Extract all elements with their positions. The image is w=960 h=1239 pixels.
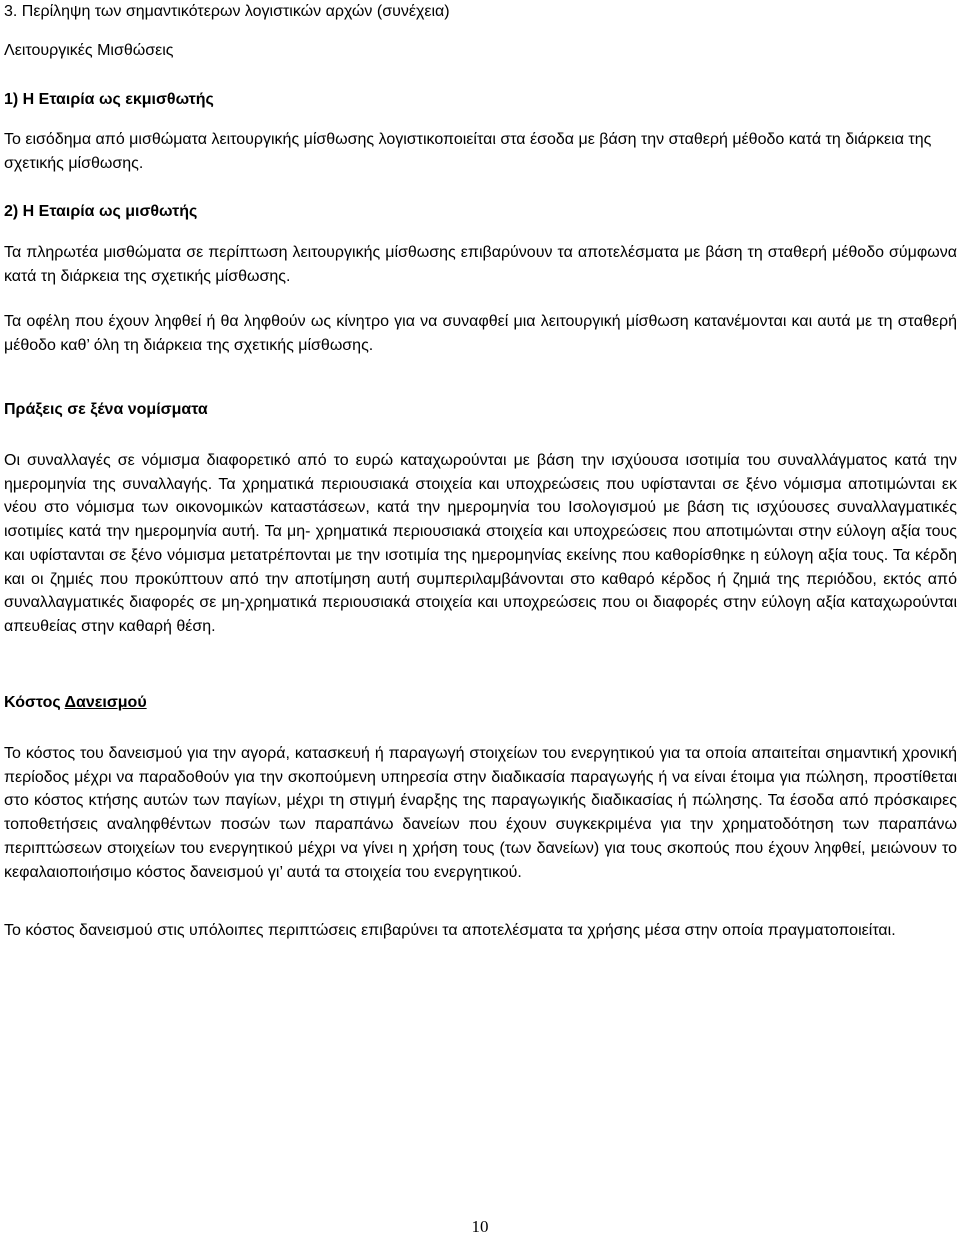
borrowing-heading-first-word: Κόστος xyxy=(4,694,65,711)
incentives-paragraph: Τα οφέλη που έχουν ληφθεί ή θα ληφθούν ως κίνητρο για να συναφθεί μια λειτουργική μίσθωση κατανέμονται και αυτά με τη σταθερή μέθοδο καθ’ όλη τη διάρκεια της σχετικής μίσθωσης. xyxy=(4,313,957,354)
page-number: 10 xyxy=(471,1217,489,1236)
lessee-paragraph: Τα πληρωτέα μισθώματα σε περίπτωση λειτουργικής μίσθωσης επιβαρύνουν τα αποτελέσματα με βάση τη σταθερή μέθοδο σύμφωνα κατά τη διάρκεια της σχετικής μίσθωσης. xyxy=(4,244,957,285)
lessor-heading: 1) Η Εταιρία ως εκμισθωτής xyxy=(4,91,214,108)
operating-leases-title: Λειτουργικές Μισθώσεις xyxy=(4,42,174,59)
lessee-heading: 2) Η Εταιρία ως μισθωτής xyxy=(4,203,198,220)
borrowing-paragraph-2: Το κόστος δανεισμού στις υπόλοιπες περιπτώσεις επιβαρύνει τα αποτελέσματα τα χρήσης μέσα στην οποία πραγματοποιείται. xyxy=(4,922,896,939)
borrowing-paragraph-1: Το κόστος του δανεισμού για την αγορά, κατασκευή ή παραγωγή στοιχείων του ενεργητικού για τα οποία απαιτείται σημαντική χρονική περίοδος μέχρι να παραδοθούν για την σκοπούμενη υπηρεσία στην διαδικασία παραγωγής ή να είναι έτοιμα για πώληση, προστίθεται στο κόστος κτήσης αυτών των παγίων, μέχρι τη στιγμή έναρξης της παραγωγικής διαδικασίας ή πώλησης. Τα έσοδα από πρόσκαιρες τοποθετήσεις αναληφθέντων ποσών των παραπάνω δανείων που έχουν συγκεκριμένα για την χρηματοδότηση των παραπάνω περιπτώσεων στοιχείων του ενεργητικού μέχρι να γίνει η χρήση τους (των δανείων) για τους σκοπούς που έχουν ληφθεί, μειώνουν το κεφαλαιοποιήσιμο κόστος δανεισμού γι’ αυτά τα στοιχεία του ενεργητικού. xyxy=(4,745,957,881)
borrowing-heading-underlined-word: Δανεισμού xyxy=(64,694,147,711)
section-title: 3. Περίληψη των σημαντικότερων λογιστικών αρχών (συνέχεια) xyxy=(4,3,450,20)
lessor-paragraph: Το εισόδημα από μισθώματα λειτουργικής μίσθωσης λογιστικοποιείται στα έσοδα με βάση την σταθερή μέθοδο κατά τη διάρκεια της σχετικής μίσθωσης. xyxy=(4,131,932,172)
fx-paragraph: Οι συναλλαγές σε νόμισμα διαφορετικό από το ευρώ καταχωρούνται με βάση την ισχύουσα ισοτιμία του συναλλάγματος κατά την ημερομηνία της συναλλαγής. Τα χρηματικά περιουσιακά στοιχεία και υποχρεώσεις που υφίστανται σε ξένο νόμισμα αποτιμώνται εκ νέου στο νόμισμα των οικονομικών καταστάσεων, κατά την ημερομηνία του Ισολογισμού με βάση τις ισχύουσες συναλλαγματικές ισοτιμίες κατά την ημερομηνία αυτή. Τα μη- χρηματικά περιουσιακά στοιχεία και υποχρεώσεις που αποτιμώνται στην εύλογη αξία τους και υφίστανται σε ξένο νόμισμα μετατρέπονται με την ισοτιμία της ημερομηνίας εκείνης που καθορίσθηκε η εύλογη αξία τους. Τα κέρδη και οι ζημιές που προκύπτουν από την αποτίμηση αυτή συμπεριλαμβάνονται στο καθαρό κέρδος ή ζημιά της περιόδου, εκτός από συναλλαγματικές διαφορές σε μη-χρηματικά περιουσιακά στοιχεία και υποχρεώσεις που οι διαφορές στην εύλογη αξία καταχωρούνται απευθείας στην καθαρή θέση. xyxy=(4,452,957,635)
fx-heading: Πράξεις σε ξένα νομίσματα xyxy=(4,401,208,418)
borrowing-heading xyxy=(4,693,147,713)
